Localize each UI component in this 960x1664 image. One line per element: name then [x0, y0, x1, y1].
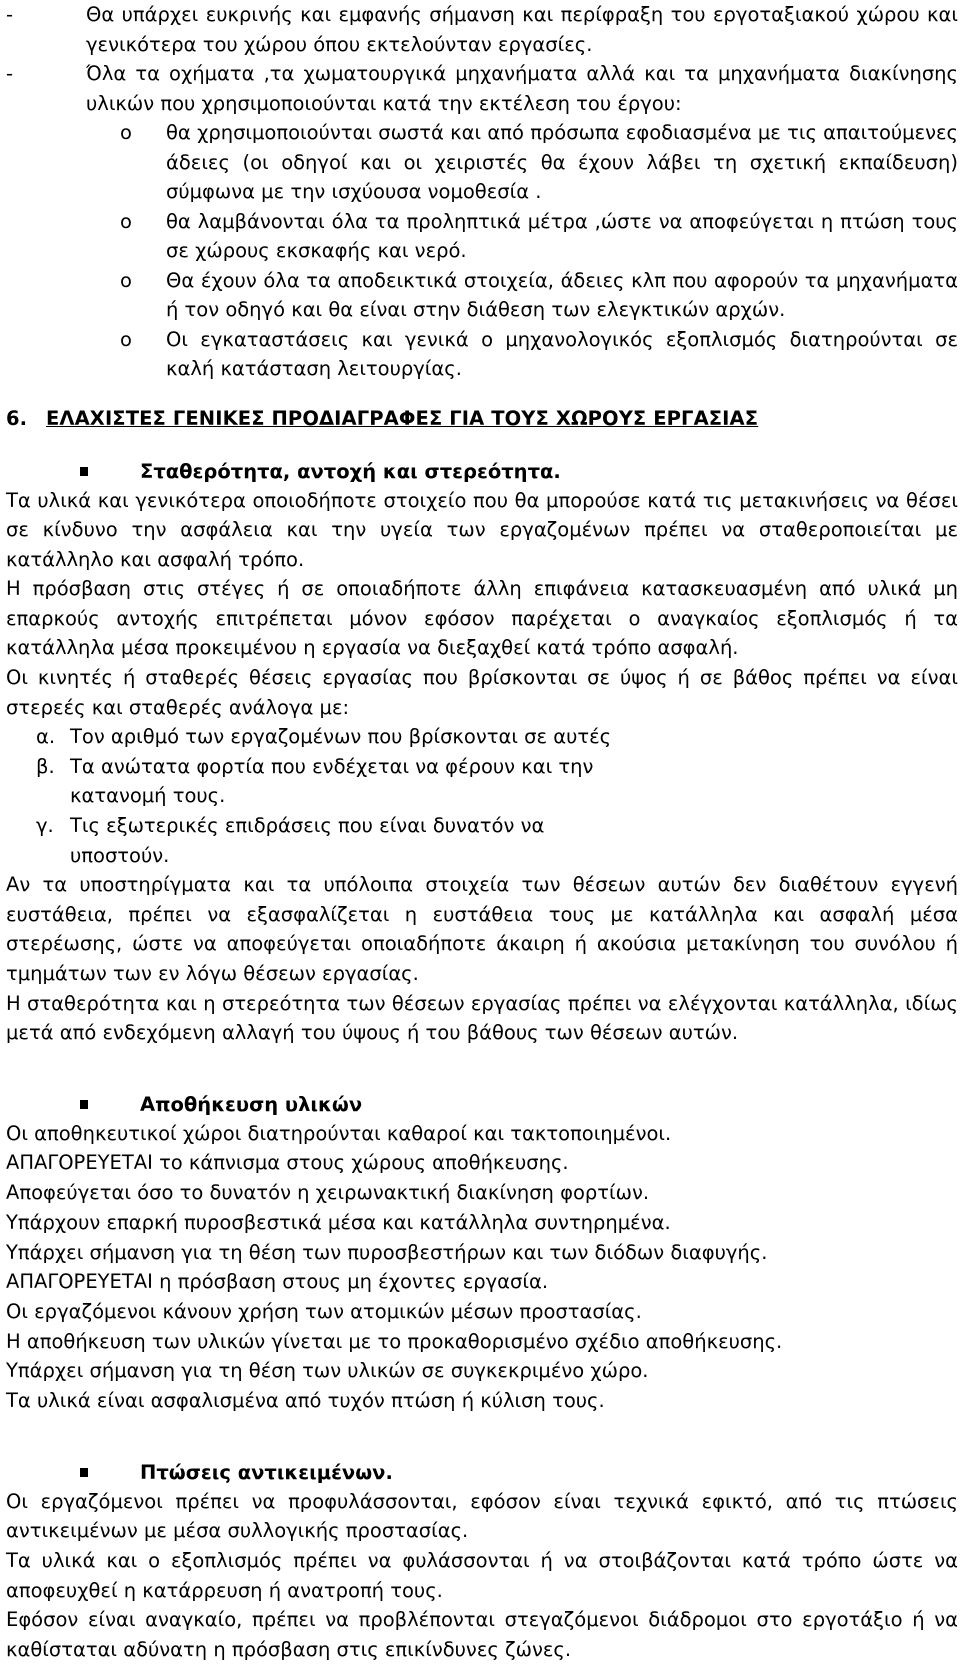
paragraph: Η σταθερότητα και η στερεότητα των θέσεων εργασίας πρέπει να ελέγχονται κατάλληλα, ιδίως μετά από ενδεχόμενη αλλαγή του ύψους ή του βάθους των θέσεων αυτών.: [6, 991, 958, 1045]
alpha-item: [6, 752, 958, 811]
sub-item-text: Οι εγκαταστάσεις και γενικά ο μηχανολογικός εξοπλισμός διατηρούνται σε καλή κατάσταση λειτουργίας.: [166, 327, 958, 380]
alpha-text-continuation: κατανομή τους.: [70, 784, 226, 808]
storage-line: Οι εργαζόμενοι κάνουν χρήση των ατομικών μέσων προστασίας.: [6, 1300, 642, 1323]
alpha-label: α.: [36, 725, 56, 749]
dash-marker: -: [6, 3, 14, 26]
storage-line: Οι αποθηκευτικοί χώροι διατηρούνται καθαροί και τακτοποιημένοι.: [6, 1121, 672, 1145]
square-bullet-icon: [80, 1468, 88, 1477]
sub-item-text: θα λαμβάνονται όλα τα προληπτικά μέτρα ,ώστε να αποφεύγεται η πτώση τους σε χώρους εκσκαφής και νερό.: [166, 209, 958, 262]
dash-item-text: Όλα τα οχήματα ,τα χωματουργικά μηχανήματα αλλά και τα μηχανήματα διακίνησης υλικών που χρησιμοποιούνται κατά την εκτέλεση του έργου:: [86, 62, 958, 115]
subsection-heading-storage: [6, 1090, 958, 1119]
circle-bullet: o: [120, 268, 132, 292]
storage-line: Υπάρχουν επαρκή πυροσβεστικά μέσα και κατάλληλα συντηρημένα.: [6, 1210, 671, 1234]
paragraph: Τα υλικά και γενικότερα οποιοδήποτε στοιχείο που θα μπορούσε κατά τις μετακινήσεις να θέσει σε κίνδυνο την ασφάλεια και την υγεία των εργαζομένων πρέπει να σταθεροποιείται με κατάλληλο και ασφαλή τρόπο.: [6, 488, 958, 571]
subsection-heading-text: Σταθερότητα, αντοχή και στερεότητα.: [140, 459, 561, 483]
paragraph: Οι κινητές ή σταθερές θέσεις εργασίας που βρίσκονται σε ύψος ή σε βάθος πρέπει να είναι στερεές και σταθερές ανάλογα με:: [6, 666, 958, 719]
paragraph: Τα υλικά και ο εξοπλισμός πρέπει να φυλάσσονται ή να στοιβάζονται κατά τρόπο ώστε να αποφευχθεί η κατάρρευση ή ανατροπή τους.: [6, 1549, 958, 1602]
storage-line: Υπάρχει σήμανση για τη θέση των υλικών σε συγκεκριμένο χώρο.: [6, 1359, 649, 1383]
paragraph: Η πρόσβαση στις στέγες ή σε οποιαδήποτε άλλη επιφάνεια κατασκευασμένη από υλικά μη επαρκούς αντοχής επιτρέπεται μόνον εφόσον παρέχεται ο αναγκαίος εξοπλισμός ή τα κατάλληλα μέσα προκειμένου η εργασία να διεξαχθεί κατά τρόπο ασφαλή.: [6, 577, 958, 660]
subsection-heading-text: Πτώσεις αντικειμένων.: [140, 1460, 393, 1484]
circle-bullet: o: [120, 121, 132, 144]
alpha-text-continuation: υποστούν.: [70, 843, 170, 867]
storage-line: Η αποθήκευση των υλικών γίνεται με το προκαθορισμένο σχέδιο αποθήκευσης.: [6, 1329, 783, 1353]
storage-line: ΑΠΑΓΟΡΕΥΕΤΑΙ το κάπνισμα στους χώρους αποθήκευσης.: [6, 1151, 569, 1175]
paragraph: Αν τα υποστηρίγματα και τα υπόλοιπα στοιχεία των θέσεων αυτών δεν διαθέτουν εγγενή ευστάθεια, πρέπει να εξασφαλίζεται η ευστάθεια τους με κατάλληλα και ασφαλή μέσα στερέωσης, ώστε να αποφεύγεται οποιαδήποτε άκαιρη ή ακούσια μετακίνηση του συνόλου ή τμημάτων των εν λόγω θέσεων εργασίας.: [6, 873, 958, 985]
subsection-heading-falls: [6, 1458, 958, 1487]
paragraph: Εφόσον είναι αναγκαίο, πρέπει να προβλέπονται στεγαζόμενοι διάδρομοι στο εργοτάξιο ή να καθίσταται αδύνατη η πρόσβαση στις επικίνδυνες ζώνες.: [6, 1608, 958, 1661]
alpha-label: β.: [36, 754, 55, 778]
square-bullet-icon: [80, 1100, 88, 1109]
sub-item: [6, 118, 958, 207]
circle-bullet: o: [120, 327, 132, 351]
sub-item: [6, 266, 958, 325]
circle-bullet: o: [120, 209, 132, 233]
storage-line: Υπάρχει σήμανση για τη θέση των πυροσβεστήρων και των διόδων διαφυγής.: [6, 1240, 768, 1264]
alpha-item: [6, 722, 958, 752]
square-bullet-icon: [80, 467, 88, 476]
section-heading: [6, 404, 958, 433]
sub-item-text: Θα έχουν όλα τα αποδεικτικά στοιχεία, άδειες κλπ που αφορούν τα μηχανήματα ή τον οδηγό και θα είναι στην διάθεση των ελεγκτικών αρχών.: [166, 268, 958, 321]
storage-line: Τα υλικά είναι ασφαλισμένα από τυχόν πτώση ή κύλιση τους.: [6, 1389, 605, 1413]
alpha-text: Τον αριθμό των εργαζομένων που βρίσκονται σε αυτές: [70, 725, 612, 749]
section-number: 6.: [6, 406, 28, 430]
dash-item: [6, 59, 958, 118]
section-title: ΕΛΑΧΙΣΤΕΣ ΓΕΝΙΚΕΣ ΠΡΟΔΙΑΓΡΑΦΕΣ ΓΙΑ ΤΟΥΣ ΧΩΡΟΥΣ ΕΡΓΑΣΙΑΣ: [46, 406, 759, 430]
dash-item: [6, 0, 958, 59]
dash-item-text: Θα υπάρχει ευκρινής και εμφανής σήμανση και περίφραξη του εργοταξιακού χώρου και γενικότερα του χώρου όπου εκτελούνταν εργασίες.: [86, 3, 958, 56]
subsection-heading-stability: [6, 457, 958, 486]
sub-item: [6, 207, 958, 266]
alpha-text: Τις εξωτερικές επιδράσεις που είναι δυνατόν να: [70, 814, 545, 838]
alpha-text: Τα ανώτατα φορτία που ενδέχεται να φέρουν και την: [70, 754, 594, 778]
alpha-item: [6, 811, 958, 870]
storage-line: Αποφεύγεται όσο το δυνατόν η χειρωνακτική διακίνηση φορτίων.: [6, 1181, 650, 1205]
alpha-label: γ.: [36, 814, 54, 838]
subsection-heading-text: Αποθήκευση υλικών: [140, 1092, 363, 1116]
storage-line: ΑΠΑΓΟΡΕΥΕΤΑΙ η πρόσβαση στους μη έχοντες εργασία.: [6, 1270, 549, 1294]
sub-item-text: θα χρησιμοποιούνται σωστά και από πρόσωπα εφοδιασμένα με τις απαιτούμενες άδειες (οι οδηγοί και οι χειριστές θα έχουν λάβει τη σχετική εκπαίδευση) σύμφωνα με την ισχύουσα νομοθεσία .: [166, 121, 958, 203]
paragraph: Οι εργαζόμενοι πρέπει να προφυλάσσονται, εφόσον είναι τεχνικά εφικτό, από τις πτώσεις αντικειμένων με μέσα συλλογικής προστασίας.: [6, 1489, 958, 1543]
dash-marker: -: [6, 62, 14, 85]
sub-item: [6, 325, 958, 384]
document-page: [6, 0, 958, 1664]
storage-lines: [6, 1119, 958, 1416]
